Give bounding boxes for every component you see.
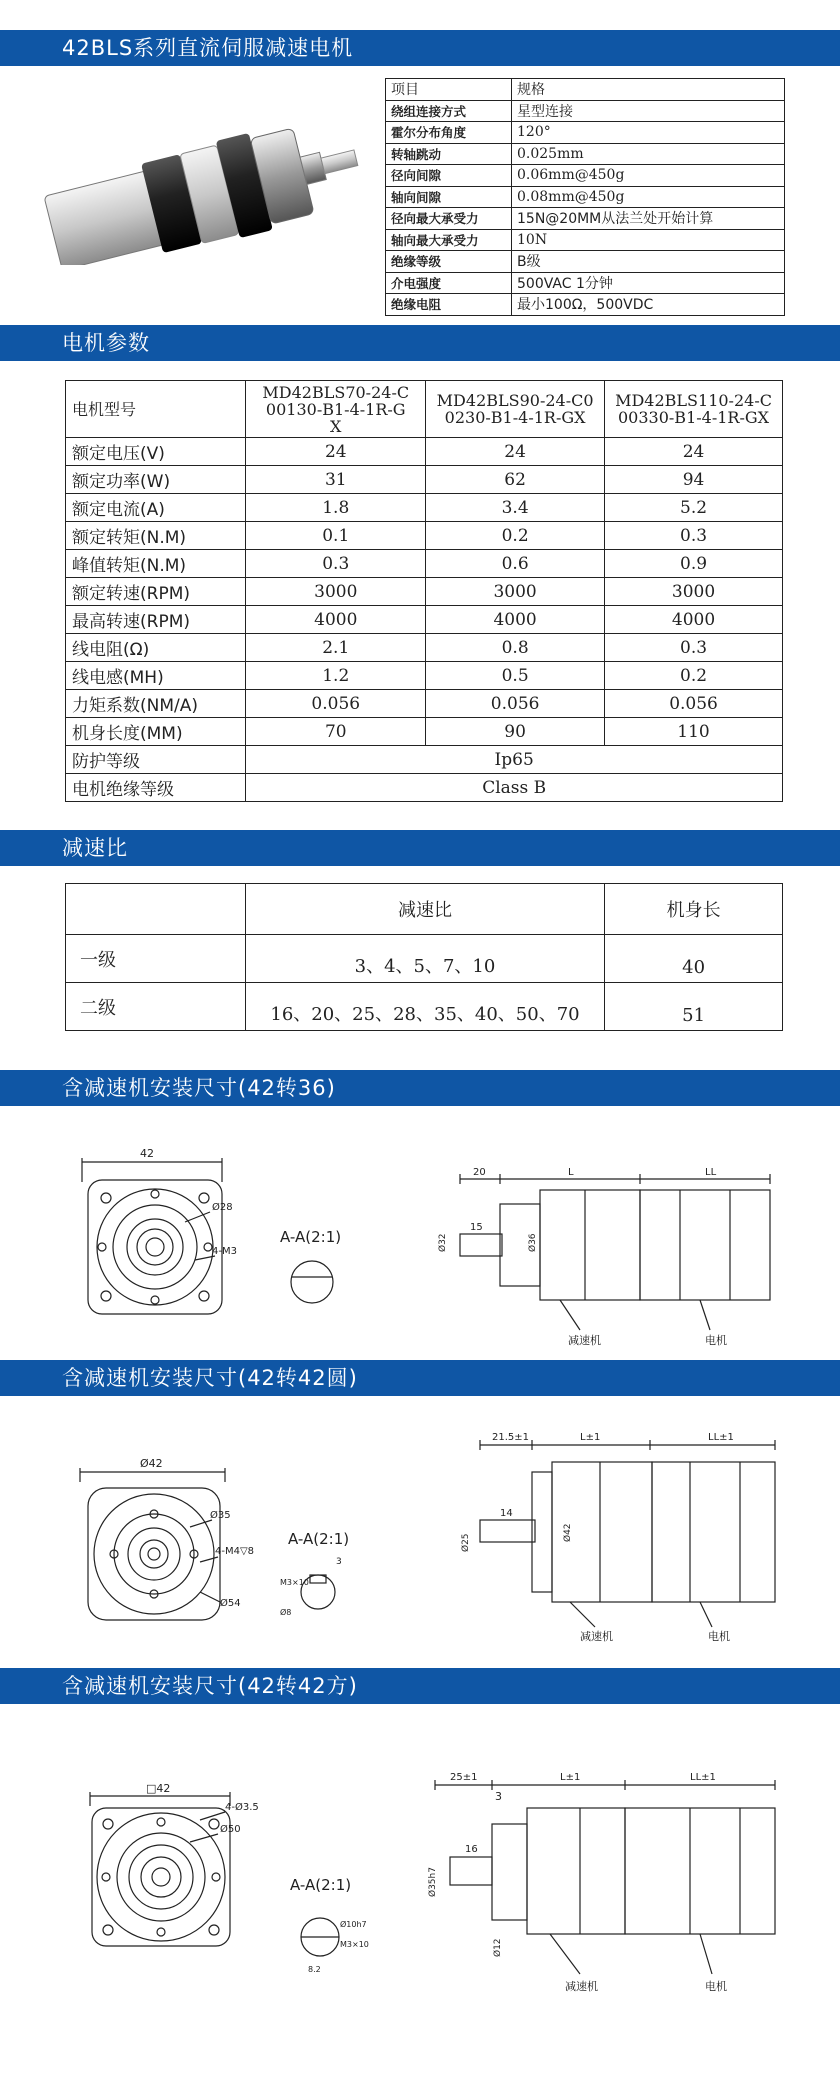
dim-holes-label: 4-M3: [212, 1246, 237, 1257]
param-label: 峰值转矩(N.M): [66, 550, 246, 578]
key1-label: Ø10h7: [340, 1920, 367, 1929]
spec-key: 介电强度: [386, 272, 512, 294]
dim-d1-label: Ø35: [210, 1510, 231, 1521]
dim-dia2-label: Ø42: [563, 1523, 573, 1542]
param-value: 0.1: [246, 522, 426, 550]
param-value: 0.8: [426, 634, 605, 662]
param-value: 90: [426, 718, 605, 746]
reduction-ratios: 3、4、5、7、10: [245, 935, 604, 983]
param-label: 最高转速(RPM): [66, 606, 246, 634]
spec-value: 0.025mm: [512, 143, 785, 165]
reduction-row: [66, 983, 783, 1031]
param-label: 额定电压(V): [66, 438, 246, 466]
spec-key: 绝缘等级: [386, 251, 512, 273]
dim-small-label: 3: [495, 1790, 502, 1803]
param-value: 0.6: [426, 550, 605, 578]
param-value: 94: [605, 466, 783, 494]
model-name: [426, 381, 605, 438]
model-name: [246, 381, 426, 438]
param-row: [66, 578, 783, 606]
param-label: 机身长度(MM): [66, 718, 246, 746]
dim-shaft-label: 14: [500, 1508, 513, 1519]
motor-params-table: [65, 380, 783, 802]
gearbox-label: 减速机: [565, 1980, 598, 1993]
spec-header-key: 项目: [386, 79, 512, 101]
dim-dia1-label: Ø32: [438, 1233, 448, 1252]
spec-key: 轴向最大承受力: [386, 229, 512, 251]
page-title: 42BLS系列直流伺服减速电机: [0, 30, 840, 66]
section-aa-label: A-A(2:1): [280, 1228, 342, 1246]
motor-label: 电机: [708, 1630, 730, 1642]
dim-width-label: 42: [140, 1147, 154, 1160]
model-name-text: MD42BLS110-24-C00330-B1-4-1R-GX: [615, 391, 772, 427]
key1-label: 3: [336, 1557, 342, 1567]
param-value: 4000: [426, 606, 605, 634]
section-title-reduction: 减速比: [0, 830, 840, 866]
key2-label: M3×10: [340, 1940, 369, 1949]
param-value: 5.2: [605, 494, 783, 522]
reduction-row: [66, 935, 783, 983]
param-value: 4000: [246, 606, 426, 634]
spec-row: [386, 208, 785, 230]
dim-dia1-label: Ø35h7: [428, 1867, 438, 1897]
param-value: 0.3: [605, 634, 783, 662]
param-value: 1.2: [246, 662, 426, 690]
spec-key: 轴向间隙: [386, 186, 512, 208]
dimension-drawing-42-round: [40, 1402, 820, 1642]
model-row: [66, 381, 783, 438]
param-row: [66, 550, 783, 578]
section-title-dim-36: 含减速机安装尺寸(42转36): [0, 1070, 840, 1106]
dim-holes-label: 4-M4▽8: [215, 1546, 255, 1557]
param-row: [66, 438, 783, 466]
spec-key: 转轴跳动: [386, 143, 512, 165]
param-label: 额定转速(RPM): [66, 578, 246, 606]
section-aa-label: A-A(2:1): [288, 1530, 350, 1548]
motor-label: 电机: [705, 1980, 727, 1993]
dim-dia1-label: Ø25: [461, 1533, 471, 1552]
key2-label: M3×10: [280, 1578, 309, 1587]
dim-len1-label: 20: [473, 1167, 486, 1178]
key3-label: 8.2: [308, 1965, 321, 1974]
reduction-length: 51: [605, 983, 783, 1031]
spec-row: [386, 100, 785, 122]
param-label: 额定电流(A): [66, 494, 246, 522]
dim-d1-label: Ø50: [220, 1824, 241, 1835]
param-value: 70: [246, 718, 426, 746]
spec-key: 绕组连接方式: [386, 100, 512, 122]
param-value: 2.1: [246, 634, 426, 662]
model-name-text: MD42BLS70-24-C00130-B1-4-1R-GX: [262, 382, 410, 436]
param-value: 24: [246, 438, 426, 466]
reduction-ratios: 16、20、25、28、35、40、50、70: [245, 983, 604, 1031]
param-value: 62: [426, 466, 605, 494]
reduction-table: [65, 883, 783, 1031]
section-title-motor-params: 电机参数: [0, 325, 840, 361]
spec-row: [386, 165, 785, 187]
param-row: [66, 494, 783, 522]
model-label: 电机型号: [66, 381, 246, 438]
param-value: 0.2: [426, 522, 605, 550]
spec-header-row: [386, 79, 785, 101]
dim-width-label: Ø42: [140, 1457, 163, 1470]
spec-row: [386, 143, 785, 165]
param-row: [66, 662, 783, 690]
param-value: 0.9: [605, 550, 783, 578]
spec-row: [386, 272, 785, 294]
insulation-label: 电机绝缘等级: [66, 774, 246, 802]
param-value: 0.056: [246, 690, 426, 718]
dimension-drawing-42-square: [40, 1712, 820, 2012]
spec-value: 500VAC 1分钟: [512, 272, 785, 294]
spec-value: 0.06mm@450g: [512, 165, 785, 187]
dim-dia2-label: Ø12: [493, 1938, 503, 1957]
section-title-dim-42-square: 含减速机安装尺寸(42转42方): [0, 1668, 840, 1704]
param-label: 力矩系数(NM/A): [66, 690, 246, 718]
spec-key: 径向最大承受力: [386, 208, 512, 230]
spec-value: 0.08mm@450g: [512, 186, 785, 208]
param-value: 110: [605, 718, 783, 746]
param-value: 3000: [246, 578, 426, 606]
param-row: [66, 634, 783, 662]
dim-len3-label: LL±1: [708, 1432, 734, 1443]
spec-key: 径向间隙: [386, 165, 512, 187]
reduction-stage: 一级: [66, 935, 246, 983]
dim-width-label: □42: [146, 1782, 171, 1795]
dim-len1-label: 25±1: [450, 1772, 478, 1783]
reduction-stage: 二级: [66, 983, 246, 1031]
insulation-value: Class B: [246, 774, 783, 802]
spec-header-value: 规格: [512, 79, 785, 101]
spec-key: 霍尔分布角度: [386, 122, 512, 144]
param-value: 1.8: [246, 494, 426, 522]
param-value: 0.3: [605, 522, 783, 550]
spec-value: B级: [512, 251, 785, 273]
param-value: 3.4: [426, 494, 605, 522]
param-row: [66, 606, 783, 634]
reduction-header-blank: [66, 884, 246, 935]
dim-len2-label: L±1: [580, 1432, 601, 1443]
param-value: 0.2: [605, 662, 783, 690]
param-value: 0.5: [426, 662, 605, 690]
protection-label: 防护等级: [66, 746, 246, 774]
dim-shaft-label: 15: [470, 1222, 483, 1233]
reduction-header-ratio: 减速比: [245, 884, 604, 935]
dim-len3-label: LL±1: [690, 1772, 716, 1783]
spec-row: [386, 229, 785, 251]
param-label: 线电阻(Ω): [66, 634, 246, 662]
dim-len3-label: LL: [705, 1167, 717, 1178]
param-row: [66, 466, 783, 494]
param-value: 3000: [605, 578, 783, 606]
dim-dia2-label: Ø36: [528, 1233, 538, 1252]
spec-row: [386, 122, 785, 144]
reduction-header-row: [66, 884, 783, 935]
spec-key: 绝缘电阻: [386, 294, 512, 316]
param-label: 额定转矩(N.M): [66, 522, 246, 550]
dim-shaft-label: 16: [465, 1844, 478, 1855]
spec-value: 15N@20MM从法兰处开始计算: [512, 208, 785, 230]
reduction-length: 40: [605, 935, 783, 983]
spec-value: 120°: [512, 122, 785, 144]
section-aa-label: A-A(2:1): [290, 1876, 352, 1894]
param-row: [66, 522, 783, 550]
protection-value: Ip65: [246, 746, 783, 774]
spec-value: 10N: [512, 229, 785, 251]
spec-row: [386, 294, 785, 316]
param-value: 3000: [426, 578, 605, 606]
dim-d2-label: Ø54: [220, 1598, 241, 1609]
param-value: 0.3: [246, 550, 426, 578]
protection-row: [66, 746, 783, 774]
dim-len2-label: L±1: [560, 1772, 581, 1783]
param-row: [66, 718, 783, 746]
param-value: 24: [605, 438, 783, 466]
dimension-drawing-36: [40, 1112, 820, 1352]
spec-value: 星型连接: [512, 100, 785, 122]
param-value: 4000: [605, 606, 783, 634]
motor-photo: [40, 105, 370, 265]
param-row: [66, 690, 783, 718]
param-value: 24: [426, 438, 605, 466]
dim-d1-label: Ø28: [212, 1202, 233, 1213]
spec-value: 最小100Ω，500VDC: [512, 294, 785, 316]
param-value: 0.056: [426, 690, 605, 718]
param-label: 线电感(MH): [66, 662, 246, 690]
spec-row: [386, 251, 785, 273]
model-name: [605, 381, 783, 438]
param-value: 0.056: [605, 690, 783, 718]
gearbox-label: 减速机: [568, 1334, 601, 1347]
param-value: 31: [246, 466, 426, 494]
reduction-header-length: 机身长: [605, 884, 783, 935]
insulation-row: [66, 774, 783, 802]
dim-len2-label: L: [568, 1167, 574, 1178]
param-rows: [66, 438, 783, 746]
spec-row: [386, 186, 785, 208]
dim-len1-label: 21.5±1: [492, 1432, 530, 1443]
param-label: 额定功率(W): [66, 466, 246, 494]
key3-label: Ø8: [280, 1608, 292, 1617]
dim-holes-label: 4-Ø3.5: [225, 1802, 259, 1813]
motor-label: 电机: [705, 1334, 727, 1347]
section-title-dim-42-round: 含减速机安装尺寸(42转42圆): [0, 1360, 840, 1396]
gearbox-label: 减速机: [580, 1630, 613, 1642]
model-name-text: MD42BLS90-24-C00230-B1-4-1R-GX: [436, 391, 594, 427]
spec-table: [385, 78, 785, 316]
